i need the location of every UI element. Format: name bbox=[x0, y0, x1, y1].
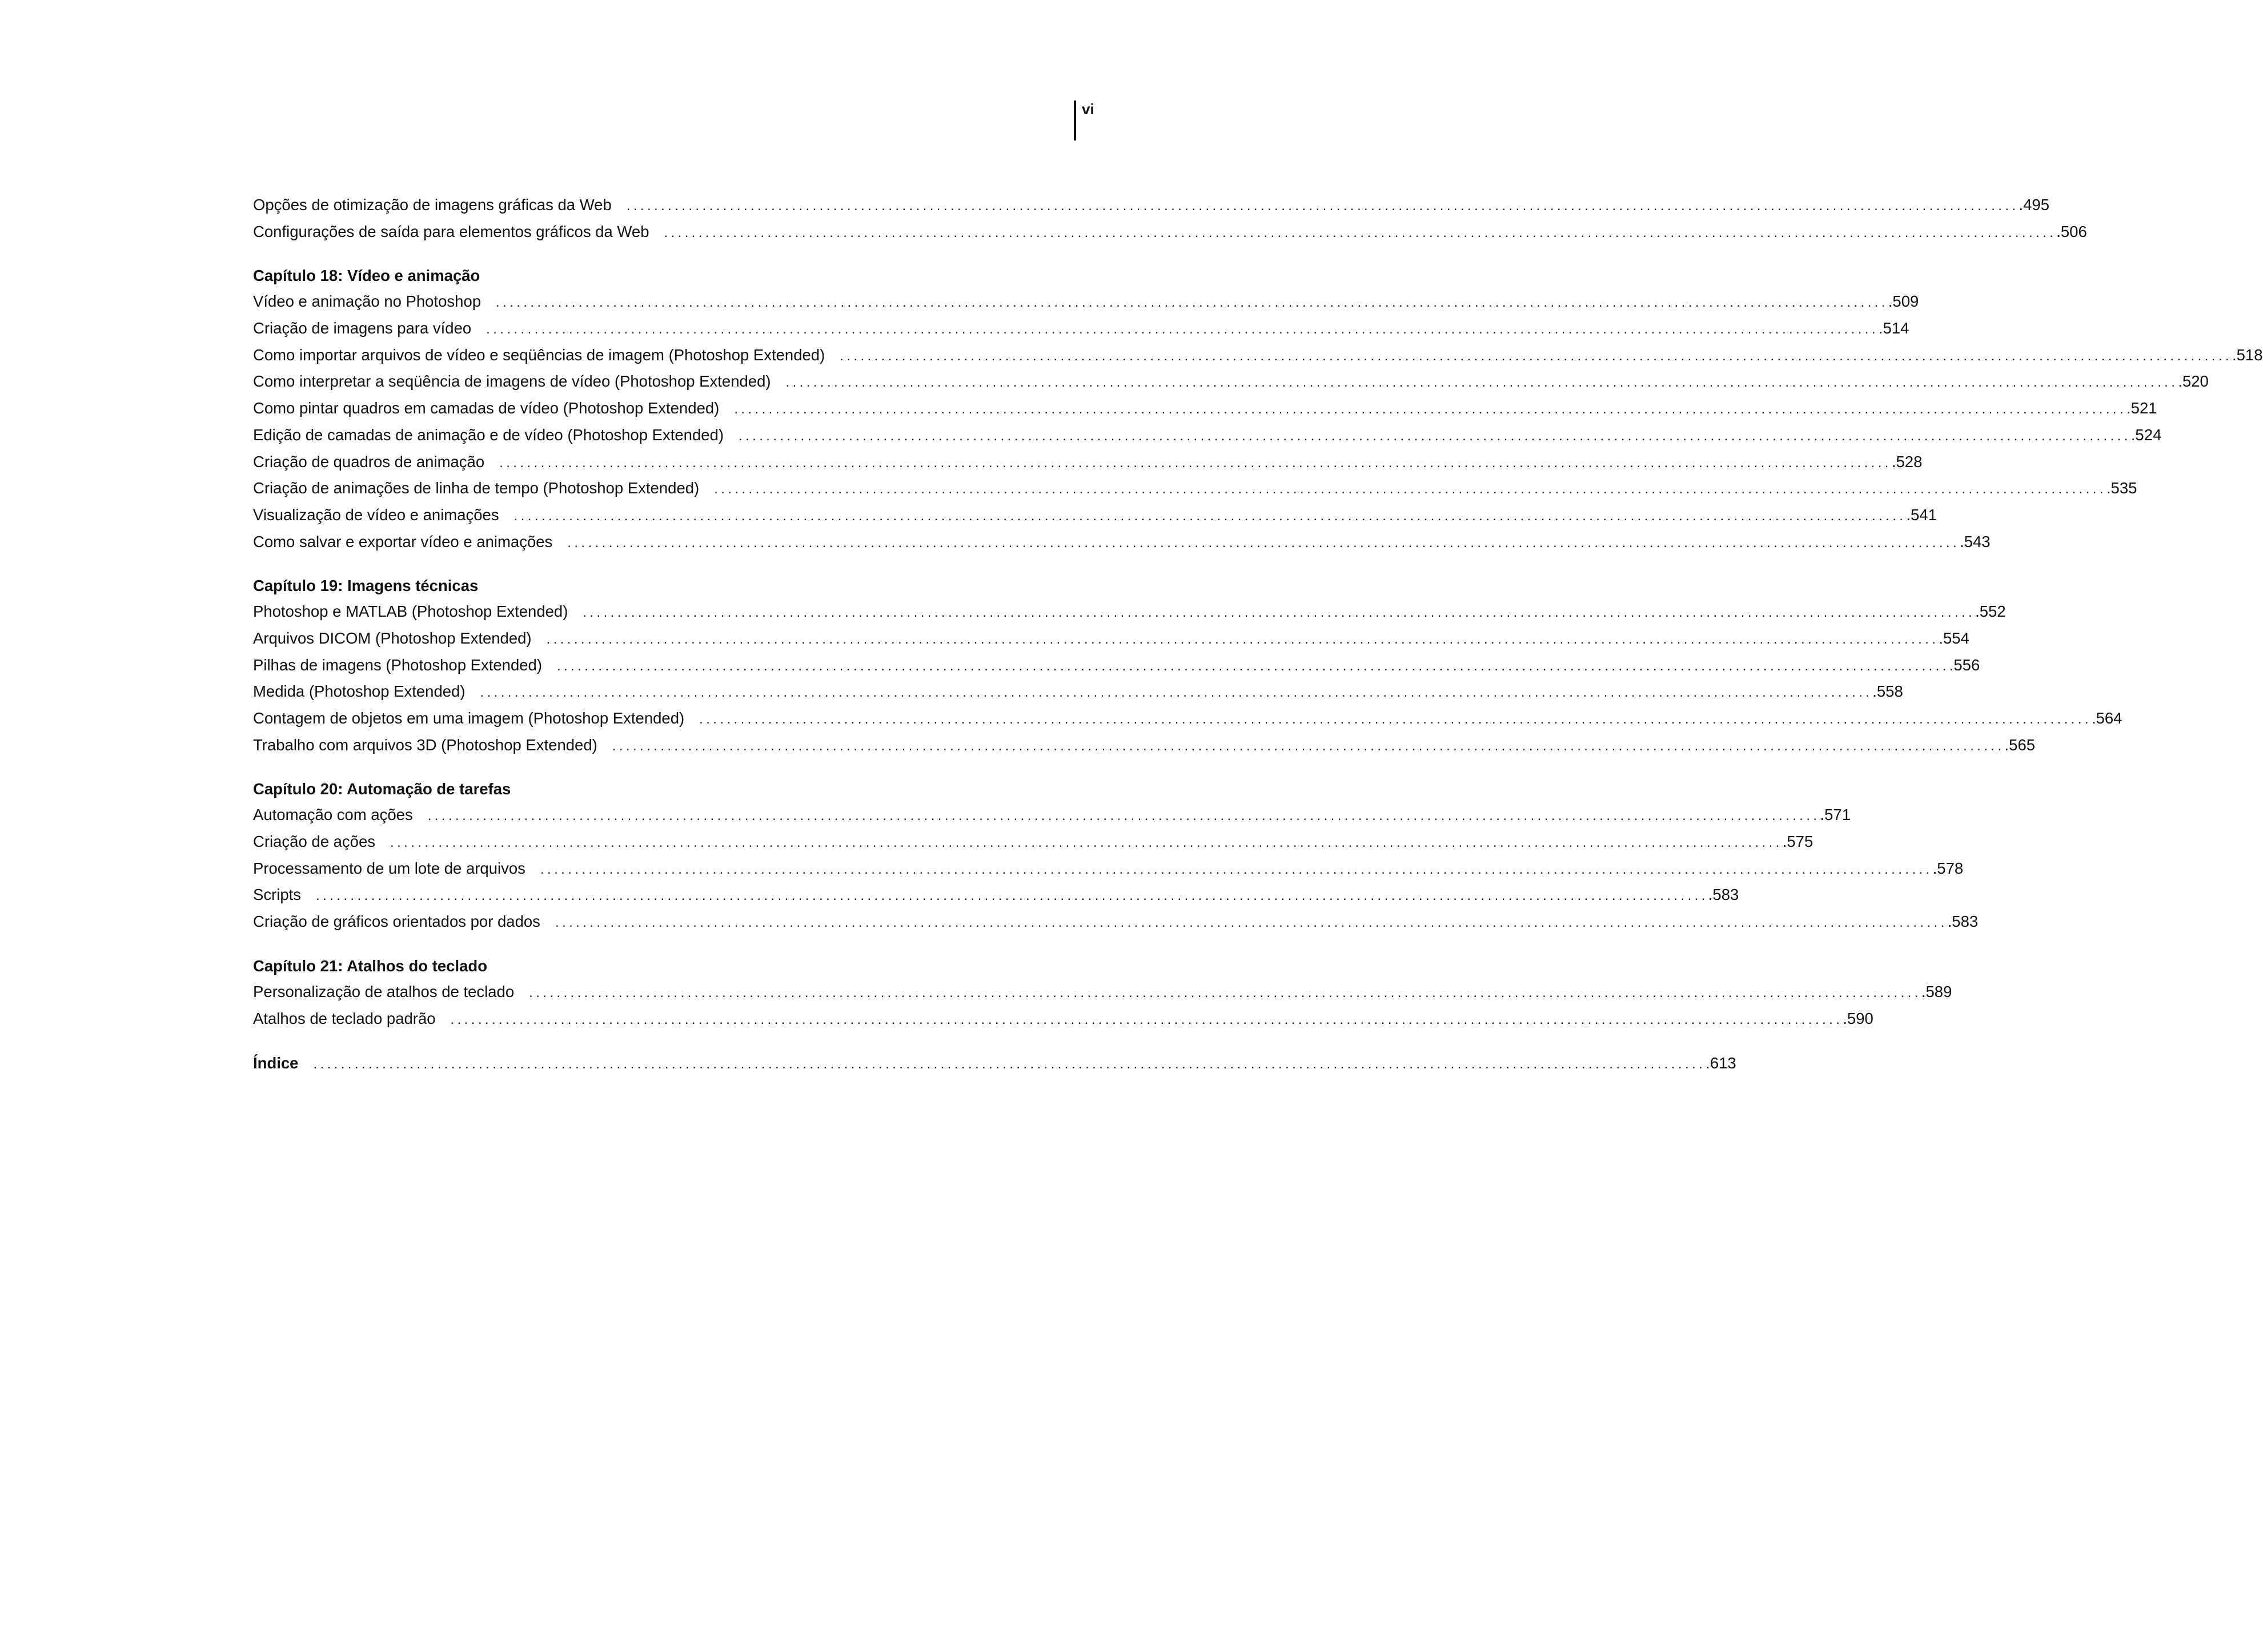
toc-entry[interactable] bbox=[253, 652, 1980, 679]
toc-section bbox=[253, 192, 2087, 245]
toc-entry-title: Como pintar quadros em camadas de vídeo (Photoshop Extended) bbox=[253, 399, 720, 417]
toc-entry[interactable] bbox=[253, 395, 2157, 422]
toc-entry-title: Criação de imagens para vídeo bbox=[253, 319, 472, 337]
toc-entry-title: Criação de quadros de animação bbox=[253, 452, 485, 471]
dot-leader: .......................................................................................................................................................................................................... bbox=[626, 198, 2019, 214]
dot-leader: .......................................................................................................................................................................................................... bbox=[664, 224, 2057, 240]
toc-entry-page: .589 bbox=[1921, 982, 1952, 1000]
toc-entry-title: Criação de gráficos orientados por dados bbox=[253, 913, 540, 931]
chapter-heading: Capítulo 19: Imagens técnicas bbox=[253, 577, 479, 595]
toc-entry-title: Criação de animações de linha de tempo (Photoshop Extended) bbox=[253, 479, 700, 497]
dot-leader: .......................................................................................................................................................................................................... bbox=[739, 428, 2131, 444]
toc-entry-page: .520 bbox=[2178, 372, 2209, 391]
toc-entry-title: Vídeo e animação no Photoshop bbox=[253, 292, 482, 311]
dot-leader: .......................................................................................................................................................................................................... bbox=[546, 631, 1939, 647]
toc-entry-title: Como interpretar a seqüência de imagens de vídeo (Photoshop Extended) bbox=[253, 372, 771, 391]
dot-leader: .......................................................................................................................................................................................................... bbox=[496, 295, 1888, 311]
dot-leader: .......................................................................................................................................................................................................... bbox=[567, 534, 1960, 550]
toc-entry[interactable] bbox=[253, 732, 2036, 759]
toc-entry-page: .575 bbox=[1782, 833, 1813, 851]
dot-leader: .......................................................................................................................................................................................................... bbox=[529, 984, 1921, 1000]
dot-leader: .......................................................................................................................................................................................................... bbox=[427, 808, 1820, 824]
toc-entry[interactable] bbox=[253, 855, 1964, 882]
dot-leader: .......................................................................................................................................................................................................... bbox=[555, 915, 1948, 931]
dot-leader: .......................................................................................................................................................................................................... bbox=[840, 348, 2232, 364]
toc-entry-title: Atalhos de teclado padrão bbox=[253, 1009, 436, 1027]
toc-entry-page: .613 bbox=[1706, 1054, 1736, 1072]
toc-entry-page: .495 bbox=[2019, 196, 2050, 214]
toc-entry-title: Como importar arquivos de vídeo e seqüências de imagem (Photoshop Extended) bbox=[253, 345, 825, 364]
toc-entry[interactable] bbox=[253, 192, 2050, 219]
toc-entry-page: .521 bbox=[2126, 399, 2157, 417]
toc-entry-title: Personalização de atalhos de teclado bbox=[253, 982, 515, 1000]
toc-entry[interactable] bbox=[253, 1006, 1873, 1032]
toc-entry-title: Pilhas de imagens (Photoshop Extended) bbox=[253, 656, 543, 674]
dot-leader: .......................................................................................................................................................................................................... bbox=[499, 455, 1892, 471]
chapter-heading: Capítulo 20: Automação de tarefas bbox=[253, 780, 511, 798]
dot-leader: .......................................................................................................................................................................................................... bbox=[612, 738, 2005, 754]
toc-entry-page: .583 bbox=[1708, 886, 1739, 904]
dot-leader: .......................................................................................................................................................................................................... bbox=[540, 861, 1933, 877]
toc-entry-title: Processamento de um lote de arquivos bbox=[253, 859, 525, 877]
toc-entry-title: Configurações de saída para elementos gráficos da Web bbox=[253, 222, 649, 240]
toc-entry[interactable] bbox=[253, 475, 2137, 502]
toc-entry[interactable] bbox=[253, 342, 2263, 369]
toc-entry[interactable] bbox=[253, 979, 1952, 1006]
page-marker-rule bbox=[1074, 101, 1076, 140]
dot-leader: .......................................................................................................................................................................................................... bbox=[714, 481, 2106, 497]
toc-entry[interactable] bbox=[253, 705, 2122, 732]
toc-entry-page: .552 bbox=[1975, 602, 2006, 621]
toc-entry-page: .518 bbox=[2232, 345, 2263, 364]
toc-entry-title: Scripts bbox=[253, 886, 302, 904]
toc-entry[interactable] bbox=[253, 288, 1919, 315]
toc-entry-page: .583 bbox=[1947, 913, 1979, 931]
toc-section bbox=[253, 1050, 1736, 1077]
toc-entry[interactable] bbox=[253, 502, 1937, 529]
toc-entry-page: .543 bbox=[1960, 532, 1991, 550]
toc-entry-title: Arquivos DICOM (Photoshop Extended) bbox=[253, 629, 532, 647]
toc-entry[interactable] bbox=[253, 909, 1979, 935]
toc-entry[interactable] bbox=[253, 625, 1969, 652]
toc-entry[interactable] bbox=[253, 219, 2087, 246]
toc-section bbox=[253, 777, 1979, 935]
toc-entry-page: .571 bbox=[1820, 806, 1851, 824]
toc-entry[interactable] bbox=[253, 1050, 1736, 1077]
toc-entry-title: Opções de otimização de imagens gráficas da Web bbox=[253, 196, 612, 214]
toc-entry-page: .578 bbox=[1932, 859, 1964, 877]
dot-leader: .......................................................................................................................................................................................................... bbox=[313, 1056, 1706, 1072]
toc-entry-page: .541 bbox=[1906, 505, 1937, 524]
dot-leader: .......................................................................................................................................................................................................... bbox=[583, 605, 1976, 621]
dot-leader: .......................................................................................................................................................................................................... bbox=[390, 835, 1783, 851]
toc-entry[interactable] bbox=[253, 678, 1903, 705]
toc-entry[interactable] bbox=[253, 802, 1851, 829]
dot-leader: .......................................................................................................................................................................................................... bbox=[557, 658, 1949, 674]
dot-leader: .......................................................................................................................................................................................................... bbox=[699, 712, 2092, 727]
table-of-contents bbox=[253, 192, 2263, 1077]
toc-entry-title: Contagem de objetos em uma imagem (Photoshop Extended) bbox=[253, 709, 685, 727]
toc-entry-page: .514 bbox=[1878, 319, 1909, 337]
toc-entry[interactable] bbox=[253, 422, 2162, 449]
dot-leader: .......................................................................................................................................................................................................... bbox=[486, 321, 1879, 337]
toc-entry-page: .535 bbox=[2106, 479, 2137, 497]
chapter-heading: Capítulo 18: Vídeo e animação bbox=[253, 267, 480, 285]
toc-entry[interactable] bbox=[253, 449, 1923, 476]
toc-entry[interactable] bbox=[253, 598, 2006, 625]
toc-entry[interactable] bbox=[253, 829, 1813, 855]
dot-leader: .......................................................................................................................................................................................................... bbox=[316, 888, 1708, 904]
toc-entry-page: .554 bbox=[1939, 629, 1969, 647]
toc-entry-page: .506 bbox=[2056, 222, 2087, 240]
toc-entry-page: .590 bbox=[1843, 1009, 1873, 1027]
toc-entry-page: .528 bbox=[1891, 452, 1923, 471]
dot-leader: .......................................................................................................................................................................................................... bbox=[480, 685, 1873, 701]
toc-entry-title: Photoshop e MATLAB (Photoshop Extended) bbox=[253, 602, 568, 621]
toc-entry-title: Automação com ações bbox=[253, 806, 413, 824]
dot-leader: .......................................................................................................................................................................................................... bbox=[450, 1011, 1843, 1027]
page-number: vi bbox=[1082, 101, 1094, 118]
toc-entry-page: .556 bbox=[1949, 656, 1980, 674]
toc-entry-title: Como salvar e exportar vídeo e animações bbox=[253, 532, 553, 550]
toc-entry-title: Visualização de vídeo e animações bbox=[253, 505, 499, 524]
toc-entry-title: Medida (Photoshop Extended) bbox=[253, 682, 466, 701]
toc-entry-title: Trabalho com arquivos 3D (Photoshop Extended) bbox=[253, 735, 597, 754]
toc-entry-page: .558 bbox=[1872, 682, 1903, 701]
toc-entry-page: .564 bbox=[2091, 709, 2122, 727]
toc-entry-page: .565 bbox=[2004, 735, 2036, 754]
toc-entry-title: Criação de ações bbox=[253, 833, 376, 851]
dot-leader: .......................................................................................................................................................................................................... bbox=[785, 375, 2178, 391]
toc-section bbox=[253, 573, 2122, 758]
toc-section bbox=[253, 954, 1952, 1032]
toc-entry[interactable] bbox=[253, 529, 1991, 556]
toc-entry[interactable] bbox=[253, 882, 1739, 909]
dot-leader: .......................................................................................................................................................................................................... bbox=[513, 508, 1907, 524]
toc-section bbox=[253, 263, 2263, 555]
dot-leader: .......................................................................................................................................................................................................... bbox=[734, 401, 2127, 417]
toc-entry-title: Índice bbox=[253, 1054, 299, 1072]
toc-entry[interactable] bbox=[253, 368, 2209, 395]
toc-entry-title: Edição de camadas de animação e de vídeo (Photoshop Extended) bbox=[253, 425, 724, 444]
toc-entry-page: .509 bbox=[1888, 292, 1919, 311]
toc-entry[interactable] bbox=[253, 315, 1909, 342]
toc-entry-page: .524 bbox=[2130, 425, 2162, 444]
chapter-heading: Capítulo 21: Atalhos do teclado bbox=[253, 956, 487, 975]
